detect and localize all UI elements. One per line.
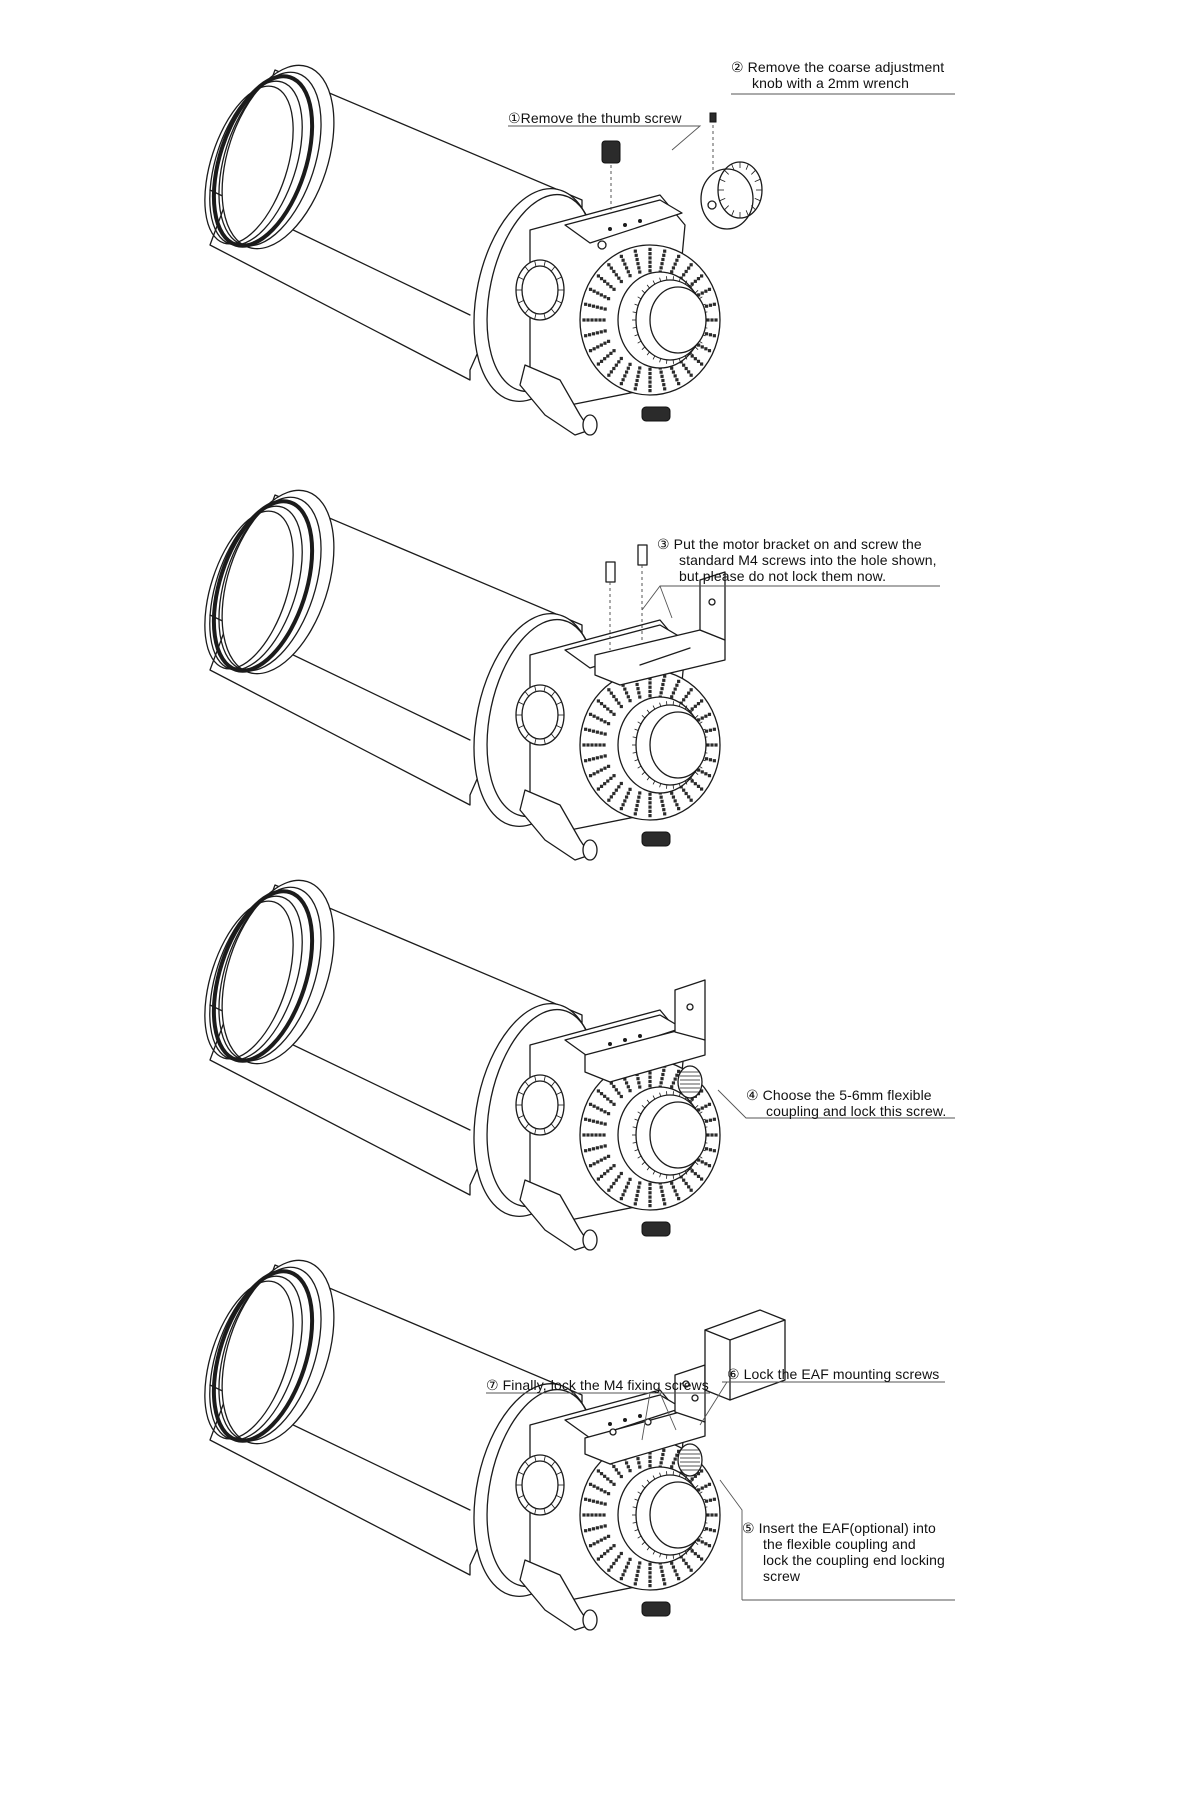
step2-label-line2: knob with a 2mm wrench — [752, 75, 909, 91]
coarse-knob-removed — [701, 169, 753, 229]
coarse-knob-left — [516, 260, 564, 320]
drawtube-cap — [650, 1482, 706, 1548]
step7-label: ⑦ Finally, lock the M4 fixing screws — [486, 1377, 709, 1393]
coupling-inserted — [678, 1444, 702, 1476]
coarse-knob-left — [516, 1455, 564, 1515]
set-screw — [710, 113, 716, 122]
lower-thumb-screw — [642, 1222, 670, 1236]
thumb-screw — [602, 141, 620, 163]
step4-label-line2: coupling and lock this screw. — [766, 1103, 946, 1119]
coarse-knob-left — [516, 685, 564, 745]
drawtube-cap — [650, 1102, 706, 1168]
lower-thumb-screw — [642, 407, 670, 421]
panel-step3 — [188, 866, 720, 1250]
drawtube-cap — [650, 287, 706, 353]
step4-label-line1: ④ Choose the 5-6mm flexible — [746, 1087, 932, 1103]
step5-label-line4: screw — [763, 1568, 800, 1584]
step3-label-line2: standard M4 screws into the hole shown, — [679, 552, 937, 568]
flexible-coupling — [678, 1066, 702, 1098]
step3-label-line3: but please do not lock them now. — [679, 568, 886, 584]
step3-label-line1: ③ Put the motor bracket on and screw the — [657, 536, 922, 552]
final-bracket-upright — [675, 1365, 705, 1422]
m4-screw-1 — [606, 562, 615, 582]
drawtube-cap — [650, 712, 706, 778]
step5-label-line1: ⑤ Insert the EAF(optional) into — [742, 1520, 936, 1536]
panel-step4 — [188, 1246, 785, 1630]
coarse-knob-left — [516, 1075, 564, 1135]
step5-label-line3: lock the coupling end locking — [763, 1552, 945, 1568]
step5-label-line2: the flexible coupling and — [763, 1536, 916, 1552]
step6-label: ⑥ Lock the EAF mounting screws — [727, 1366, 939, 1382]
step2-label-line1: ② Remove the coarse adjustment — [731, 59, 944, 75]
m4-screw-2 — [638, 545, 647, 565]
panel-step2 — [188, 476, 725, 860]
step3-leader — [642, 586, 940, 618]
eaf-motor — [705, 1310, 785, 1400]
step1-label: ①Remove the thumb screw — [508, 110, 682, 126]
panel-step1 — [188, 51, 762, 435]
lower-thumb-screw — [642, 832, 670, 846]
lower-thumb-screw — [642, 1602, 670, 1616]
